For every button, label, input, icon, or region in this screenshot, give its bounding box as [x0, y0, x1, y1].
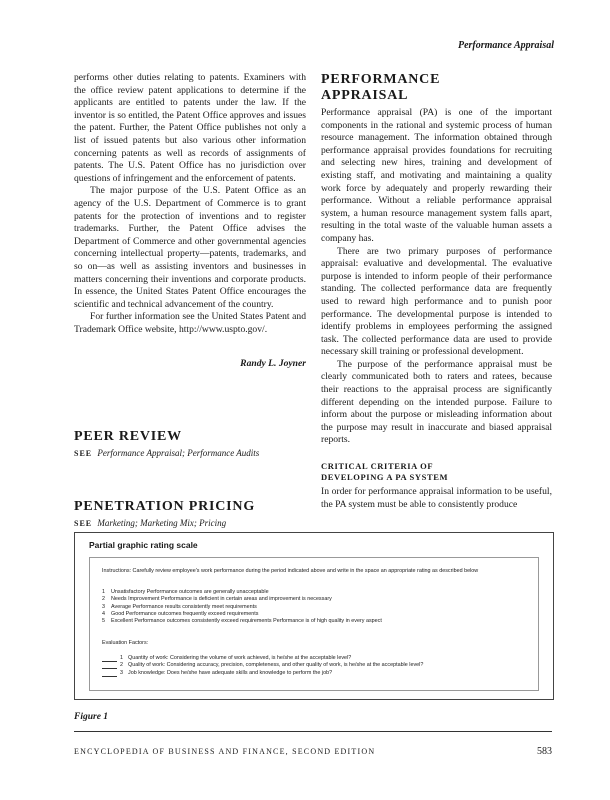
- body-paragraph: performs other duties relating to patents. Examiners with the office review patent applications to determine if the applicants are entitled to patents under the law. If the inventor is so entitled, the Patent Office approves and issues the patent. Further, the Patent Office publishes not only a list of issued patents but also various other information concerning patents as well as records of assignments of patents. The U.S. Patent Office has no jurisdiction over questions of infringement and the enforcement of patents.: [74, 72, 306, 184]
- rating-description: Good Performance outcomes frequently exceed requirements: [111, 610, 259, 617]
- rating-description: Average Performance results consistently meet requirements: [111, 603, 257, 610]
- figure-title: Partial graphic rating scale: [89, 540, 198, 550]
- right-column: [321, 72, 552, 511]
- factor-number: 3: [120, 669, 123, 676]
- entry-peer-review: [74, 429, 306, 461]
- evaluation-factors-list: [102, 655, 478, 677]
- figure-box: [74, 532, 554, 700]
- body-paragraph: The major purpose of the U.S. Patent Office as an agency of the U.S. Department of Commerce is to grant patents for the protection of inventions and to register trademarks. Further, the Patent Office advises the Department of Commerce and other governmental agencies concerning intellectual property—patents, trademarks, and so on—as well as assisting inventors and businesses in matters concerning their inventions and corporate products. In essence, the United States Patent Office encourages the scientific and technical advancement of the country.: [74, 185, 306, 310]
- entry-title: PENETRATION PRICING: [74, 498, 256, 514]
- rating-number: 4: [102, 610, 105, 617]
- factor-row: [102, 655, 478, 662]
- factor-text: Job knowledge: Does he/she have adequate skills and knowledge to perform the job?: [128, 669, 333, 676]
- rating-number: 1: [102, 589, 105, 595]
- rating-row: [102, 596, 382, 603]
- factor-row: [102, 670, 478, 677]
- rating-description: Unsatisfactory Performance outcomes are generally unacceptable: [111, 589, 269, 595]
- article-title: [321, 72, 552, 104]
- body-paragraph: For further information see the United States Patent and Trademark Office website, http://www.uspto.gov/.: [74, 311, 306, 335]
- see-reference: [74, 447, 306, 461]
- running-head: Performance Appraisal: [457, 40, 554, 51]
- rating-number: 5: [102, 618, 105, 625]
- rating-blank[interactable]: [102, 670, 117, 677]
- see-reference: [74, 517, 306, 531]
- subheading-line2: DEVELOPING A PA SYSTEM: [321, 472, 449, 483]
- page-number: 583: [537, 746, 552, 757]
- entry-penetration-pricing: [74, 499, 306, 531]
- left-column: [74, 72, 306, 530]
- body-paragraph: The purpose of the performance appraisal must be clearly communicated both to raters and ratees, because their reactions to the appraisal process are significantly different depending on the intended purpose. Failure to inform about the purpose or misleading information about the purpose may result in inaccurate and biased appraisal reports.: [321, 358, 552, 446]
- subheading-line1: CRITICAL CRITERIA OF: [321, 461, 434, 472]
- see-links[interactable]: Marketing; Marketing Mix; Pricing: [97, 517, 227, 528]
- rating-form: [89, 557, 539, 691]
- factor-text: Quality of work: Considering accuracy, precision, completeness, and other quality of work, is he/she at the acceptable level?: [128, 662, 424, 669]
- footer-publication: ENCYCLOPEDIA OF BUSINESS AND FINANCE, SECOND EDITION: [74, 747, 376, 756]
- factor-number: 2: [120, 662, 123, 669]
- figure-caption: Figure 1: [74, 712, 109, 722]
- rating-blank[interactable]: [102, 655, 117, 662]
- rating-description: Excellent Performance outcomes consistently exceed requirements Performance is of high quality in every aspect: [111, 618, 382, 625]
- body-paragraph: Performance appraisal (PA) is one of the important components in the rational and systemic process of human resource management. The information obtained through performance appraisal provides foundations for recruiting and selecting new hires, training and development of existing staff, and motivating and maintaining a quality work force by adequately and properly rewarding their performance. Without a reliable performance appraisal system, a human resource management system falls apart, resulting in the total waste of the valuable human assets a company has.: [321, 107, 552, 244]
- author-signature: Randy L. Joyner: [240, 358, 306, 370]
- body-paragraph: There are two primary purposes of performance appraisal: evaluative and developmental. The evaluative purpose is intended to inform people of their performance standing. The collected performance data are frequently used to reward high performance and to punish poor performance. The developmental purpose is intended to identify problems in employees performing the assigned task. The collected performance data are used to provide necessary skill training or professional development.: [321, 245, 552, 358]
- rating-row: [102, 589, 382, 596]
- rating-blank[interactable]: [102, 662, 117, 669]
- article-title-line1: PERFORMANCE: [321, 72, 441, 87]
- rating-row: [102, 611, 382, 618]
- rating-description: Needs Improvement Performance is deficient in certain areas and improvement is necessary: [111, 596, 332, 603]
- factor-text: Quantity of work: Considering the volume of work achieved, is he/she at the acceptable level?: [128, 655, 352, 661]
- body-paragraph: In order for performance appraisal information to be useful, the PA system must be able to consistently produce: [321, 486, 552, 510]
- rating-scale-list: [102, 589, 382, 625]
- rating-number: 2: [102, 596, 105, 603]
- footer-divider: [74, 731, 552, 732]
- form-instructions: Instructions: Carefully review employee's work performance during the period indicated above and write in the space an appropriate rating as described below: [102, 568, 479, 574]
- factor-row: [102, 662, 478, 669]
- see-label: SEE: [74, 449, 93, 459]
- section-subheading: [321, 461, 552, 483]
- entry-title: PEER REVIEW: [74, 429, 182, 445]
- rating-number: 3: [102, 603, 105, 610]
- see-label: SEE: [74, 518, 93, 528]
- article-title-line2: APPRAISAL: [321, 88, 409, 103]
- rating-row: [102, 618, 382, 625]
- see-links[interactable]: Performance Appraisal; Performance Audits: [97, 448, 260, 459]
- rating-row: [102, 604, 382, 611]
- evaluation-factors-label: Evaluation Factors:: [102, 640, 149, 646]
- factor-number: 1: [120, 655, 123, 661]
